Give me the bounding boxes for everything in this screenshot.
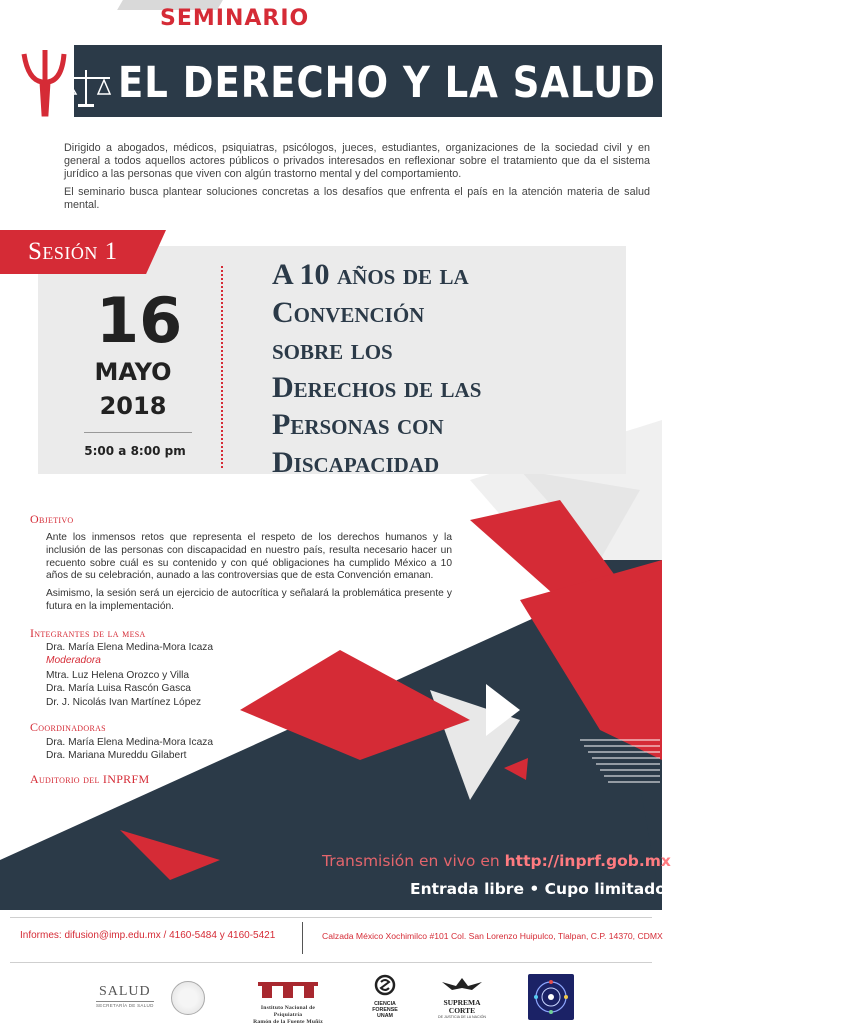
objective-heading: Objetivo <box>30 512 74 526</box>
coordinators-heading: Coordinadoras <box>30 720 106 734</box>
intro-paragraph-1: Dirigido a abogados, médicos, psiquiatras, psicólogos, jueces, estudiantes, organizaciones de la sociedad civil y en general a todos aquellos actores públicos o privados interesados en reflexionar sobre el tratamiento que da el sistema jurídico a las personas que viven con algún trastorno mental y del comportamiento. <box>64 142 650 181</box>
moderator-role: Moderadora <box>46 655 101 666</box>
inprf-logo <box>248 980 328 1026</box>
psi-scale-logo-icon <box>18 42 110 122</box>
university-emblem-icon <box>528 974 574 1020</box>
scjn-logo <box>434 976 490 1020</box>
panel-heading: Integrantes de la mesa <box>30 626 146 640</box>
session-year: 2018 <box>99 392 167 420</box>
session-title-line: A 10 años de la <box>272 258 469 291</box>
panel-member: Dr. J. Nicolás Ivan Martínez López <box>46 697 202 708</box>
inprf-line-2: Ramón de la Fuente Muñiz <box>253 1019 323 1025</box>
forense-line-1: CIENCIA <box>374 1001 396 1007</box>
forense-line-2: FORENSE <box>372 1007 398 1013</box>
dotted-divider <box>221 266 223 468</box>
session-title-line: Convención <box>272 295 425 329</box>
session-title-line: sobre los <box>272 333 393 366</box>
session-month: MAYO <box>94 358 172 386</box>
forense-line-3: UNAM <box>377 1013 393 1019</box>
session-title-line: Derechos de las <box>272 370 482 404</box>
address: Calzada México Xochimilco #101 Col. San Lorenzo Huipulco, Tlalpan, C.P. 14370, CDMX <box>322 931 663 941</box>
intro-paragraph-2: El seminario busca plantear soluciones concretas a los desafíos que enfrenta el país en la atención materia de salud mental. <box>64 185 650 211</box>
coordinator-name: Dra. Mariana Mureddu Gilabert <box>46 750 187 761</box>
objective-paragraph-2: Asimismo, la sesión será un ejercicio de autocrítica y señalará la problemática presente y futura en la implementación. <box>46 588 452 612</box>
footer-vertical-divider <box>302 922 303 954</box>
scjn-line-1: SUPREMA <box>443 998 481 1007</box>
session-title-line: Personas con <box>272 408 444 441</box>
page-title: EL DERECHO Y LA SALUD MENTAL <box>118 58 844 108</box>
inprf-mark-icon <box>258 980 318 1000</box>
session-time: 5:00 a 8:00 pm <box>84 444 186 458</box>
session-title-line: Discapacidad <box>272 445 440 479</box>
forense-mark-icon <box>374 974 396 996</box>
session-title <box>272 256 612 481</box>
scjn-subtitle: DE JUSTICIA DE LA NACIÓN <box>438 1015 486 1019</box>
contact-info: Informes: difusion@imp.edu.mx / 4160-5484 y 4160-5421 <box>20 930 276 941</box>
ciencia-forense-logo <box>368 974 402 1019</box>
stream-info <box>322 852 671 870</box>
salud-logo <box>96 984 154 1008</box>
panel-member: Mtra. Luz Helena Orozco y Villa <box>46 670 190 681</box>
session-day: 16 <box>96 284 183 357</box>
salud-logo-title: SALUD <box>98 984 151 999</box>
seminar-kicker: SEMINARIO <box>160 6 310 31</box>
stream-link[interactable]: http://inprf.gob.mx <box>504 852 671 870</box>
entry-info: Entrada libre • Cupo limitado <box>410 880 666 898</box>
footer-divider-bottom <box>10 962 652 963</box>
eagle-icon <box>442 976 482 994</box>
session-label: Sesión 1 <box>28 238 118 265</box>
time-divider <box>84 432 192 433</box>
national-seal-icon <box>171 981 205 1015</box>
salud-logo-subtitle: SECRETARÍA DE SALUD <box>96 1003 154 1008</box>
panel-member: Dra. María Luisa Rascón Gasca <box>46 683 191 694</box>
coordinator-name: Dra. María Elena Medina-Mora Icaza <box>46 737 214 748</box>
scjn-line-2: CORTE <box>448 1006 476 1015</box>
moderator-name: Dra. María Elena Medina-Mora Icaza <box>46 642 214 653</box>
stream-prefix: Transmisión en vivo en <box>322 852 500 870</box>
venue: Auditorio del INPRFM <box>30 772 150 786</box>
objective-paragraph-1: Ante los inmensos retos que representa el respeto de los derechos humanos y la inclusión de las personas con discapacidad en nuestro país, resulta necesario hacer un recuento sobre cuál es su contenido y con qué obligaciones ha cumplido México a 10 años de su celebración, aunado a las controversias que de esta Convención emanan. <box>46 532 452 582</box>
inprf-line-1: Instituto Nacional de Psiquiatría <box>260 1005 316 1018</box>
intro-text <box>64 142 650 216</box>
footer-divider-top <box>10 917 652 918</box>
